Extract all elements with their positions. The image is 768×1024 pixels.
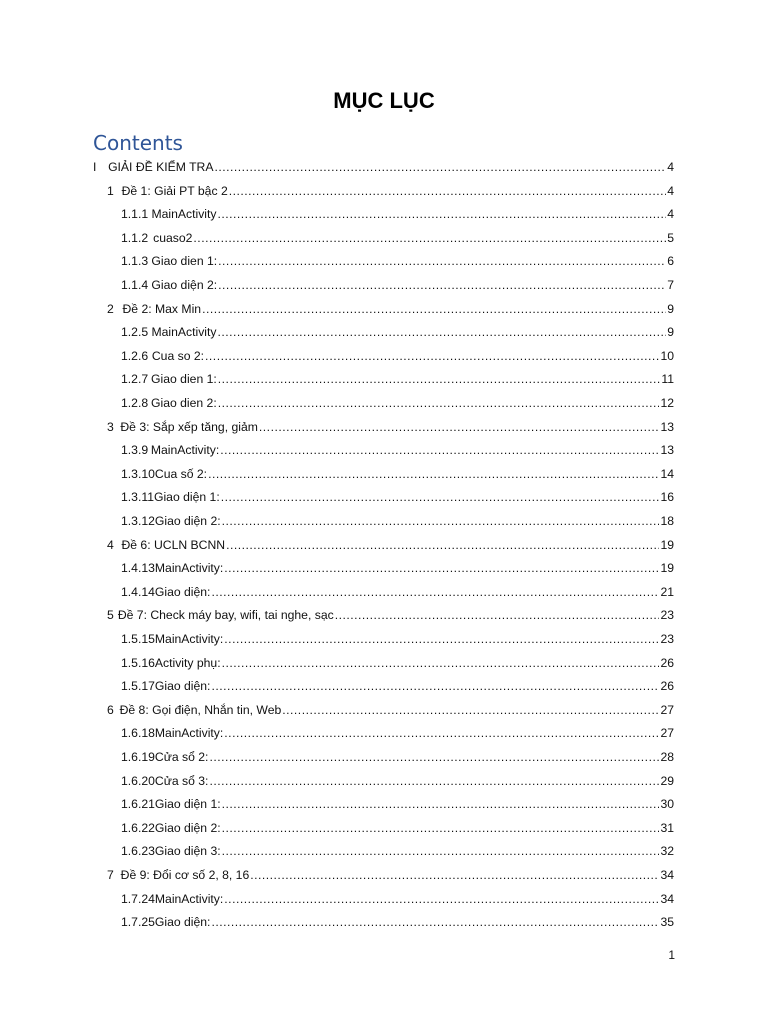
toc-entry-page: 11	[661, 372, 674, 387]
toc-dot-leader	[218, 392, 660, 414]
toc-entry-title: Đề 2: Max Min	[122, 301, 202, 316]
toc-entry[interactable]	[121, 463, 674, 485]
toc-dot-leader	[214, 156, 666, 178]
toc-dot-leader	[211, 581, 659, 603]
toc-entry-number: 1.7.24	[121, 891, 155, 906]
toc-entry[interactable]	[107, 416, 674, 438]
toc-entry-title: Giao diện 1:	[153, 490, 220, 505]
toc-entry-number: 4	[107, 537, 114, 552]
toc-entry-page: 35	[660, 915, 674, 930]
toc-entry-title: Cua số 2:	[154, 466, 208, 481]
toc-entry-number: 1.5.15	[121, 632, 155, 646]
toc-dot-leader	[202, 298, 666, 320]
toc-entry-title: Cửa sổ 2:	[154, 750, 209, 764]
toc-entry-title: cuaso2	[153, 230, 193, 245]
toc-entry[interactable]	[107, 699, 674, 721]
toc-entry-page: 13	[660, 419, 674, 434]
toc-entry-title: Giao diện 1:	[154, 797, 221, 812]
toc-entry-number: 5	[107, 608, 114, 623]
toc-entry-title: Giao diện:	[154, 679, 211, 694]
toc-entry[interactable]	[121, 439, 674, 461]
toc-entry[interactable]	[107, 180, 674, 202]
toc-entry-page: 32	[660, 844, 674, 859]
toc-entry-page: 18	[660, 514, 674, 528]
toc-entry[interactable]	[107, 298, 674, 320]
toc-dot-leader	[226, 534, 659, 556]
toc-entry[interactable]	[121, 486, 674, 508]
toc-entry[interactable]	[121, 581, 674, 603]
toc-entry[interactable]	[121, 722, 674, 744]
toc-entry-number: 1.2.6	[121, 348, 149, 363]
toc-entry-title: Giao dien 2:	[151, 396, 217, 410]
toc-entry[interactable]	[93, 156, 674, 178]
toc-entry[interactable]	[121, 817, 674, 839]
toc-entry[interactable]	[121, 227, 674, 249]
toc-entry-number: I	[93, 160, 97, 174]
toc-entry-number: 1.6.21	[121, 797, 155, 812]
toc-entry-number: 7	[107, 868, 114, 882]
toc-entry-page: 7	[667, 278, 674, 292]
toc-entry-number: 1.6.18	[121, 726, 155, 741]
toc-dot-leader	[220, 439, 659, 461]
toc-entry-page: 23	[660, 608, 674, 623]
toc-entry-title: Đề 9: Đổi cơ số 2, 8, 16	[120, 868, 250, 882]
toc-entry[interactable]	[121, 557, 674, 579]
toc-entry-title: Activity phụ:	[154, 655, 221, 670]
toc-entry-page: 34	[660, 868, 674, 882]
toc-entry-page: 27	[660, 702, 674, 717]
toc-entry-number: 1.7.25	[121, 915, 155, 930]
page-number: 1	[668, 948, 675, 962]
toc-dot-leader	[222, 840, 660, 862]
toc-dot-leader	[209, 770, 659, 792]
toc-entry-number: 1.5.17	[121, 679, 155, 694]
toc-dot-leader	[217, 203, 666, 225]
toc-entry-number: 1.2.8	[121, 396, 149, 410]
toc-dot-leader	[211, 675, 659, 697]
toc-entry-page: 26	[660, 679, 674, 694]
toc-entry-title: Cua so 2:	[151, 348, 205, 363]
toc-entry-page: 14	[660, 466, 674, 481]
toc-entry-page: 23	[660, 632, 674, 646]
toc-entry-number: 1.3.10	[121, 466, 155, 481]
toc-entry-title: MainActivity:	[150, 443, 220, 458]
toc-entry[interactable]	[121, 510, 674, 532]
toc-entry-title: MainActivity:	[154, 726, 224, 741]
toc-entry-page: 19	[660, 561, 674, 576]
toc-dot-leader	[250, 864, 659, 886]
toc-entry-title: GIẢI ĐỀ KIỂM TRA	[108, 160, 214, 174]
toc-dot-leader	[218, 250, 666, 272]
toc-entry[interactable]	[121, 628, 674, 650]
toc-entry-page: 4	[667, 160, 674, 174]
toc-entry-page: 31	[660, 820, 674, 835]
toc-entry-number: 1.3.9	[121, 443, 149, 458]
toc-entry-page: 27	[660, 726, 674, 741]
toc-dot-leader	[193, 227, 666, 249]
toc-entry-page: 10	[660, 348, 674, 363]
toc-entry[interactable]	[121, 345, 674, 367]
toc-entry-title: Giao diện 2:	[154, 820, 221, 835]
toc-entry[interactable]	[121, 321, 674, 343]
toc-entry-number: 2	[107, 301, 114, 316]
toc-entry-number: 1.5.16	[121, 655, 155, 670]
toc-entry[interactable]	[121, 746, 674, 768]
toc-entry[interactable]	[121, 675, 674, 697]
toc-entry[interactable]	[121, 888, 674, 910]
toc-entry-title: Đề 1: Giải PT bậc 2	[121, 183, 228, 198]
toc-dot-leader	[222, 817, 660, 839]
toc-entry-page: 4	[667, 183, 674, 198]
toc-entry-title: MainActivity:	[154, 891, 224, 906]
toc-dot-leader	[224, 722, 659, 744]
toc-entry-number: 1.6.23	[121, 844, 155, 859]
toc-entry-page: 29	[660, 773, 674, 788]
toc-entry[interactable]	[121, 250, 674, 272]
toc-entry[interactable]	[121, 368, 674, 390]
toc-dot-leader	[222, 793, 660, 815]
toc-entry[interactable]	[107, 534, 674, 556]
toc-entry-title: MainActivity	[151, 325, 217, 340]
toc-entry[interactable]	[121, 652, 674, 674]
toc-entry-page: 4	[667, 207, 674, 222]
toc-dot-leader	[218, 368, 661, 390]
toc-dot-leader	[218, 274, 666, 296]
toc-entry-number: 1.2.5	[121, 325, 149, 340]
toc-entry[interactable]	[107, 604, 674, 626]
toc-dot-leader	[222, 510, 660, 532]
toc-entry[interactable]	[121, 840, 674, 862]
toc-entry-title: Giao diện 2:	[154, 514, 221, 528]
toc-entry[interactable]	[121, 203, 674, 225]
toc-entry-number: 1.4.14	[121, 584, 155, 599]
contents-heading: Contents	[93, 131, 183, 155]
toc-dot-leader	[224, 888, 659, 910]
toc-dot-leader	[229, 180, 666, 202]
toc-entry-title: Cửa sổ 3:	[154, 773, 209, 788]
toc-entry-number: 1	[107, 183, 114, 198]
toc-dot-leader	[209, 746, 659, 768]
toc-entry-page: 13	[660, 443, 674, 458]
toc-entry-number: 1.6.19	[121, 750, 155, 764]
page-title: MỤC LỤC	[333, 88, 435, 113]
toc-entry-number: 1.6.22	[121, 820, 155, 835]
toc-entry-title: Giao diện:	[154, 915, 211, 930]
toc-dot-leader	[221, 486, 660, 508]
toc-entry-title: Giao diện 3:	[154, 844, 221, 859]
toc-dot-leader	[217, 321, 666, 343]
toc-entry-title: Giao diện 2:	[151, 278, 218, 292]
toc-dot-leader	[335, 604, 660, 626]
toc-dot-leader	[205, 345, 659, 367]
toc-entry-number: 1.1.1	[121, 207, 149, 222]
toc-entry-title: Giao diện:	[154, 584, 211, 599]
toc-entry-title: Giao dien 1:	[151, 372, 217, 387]
toc-entry-page: 5	[667, 230, 674, 245]
toc-dot-leader	[259, 416, 660, 438]
toc-entry-title: MainActivity:	[154, 561, 224, 576]
toc-entry-title: Đề 3: Sắp xếp tăng, giảm	[120, 419, 258, 434]
toc-dot-leader	[211, 911, 659, 933]
toc-dot-leader	[208, 463, 659, 485]
toc-entry[interactable]	[107, 864, 674, 886]
toc-dot-leader	[224, 557, 659, 579]
toc-entry-page: 16	[660, 490, 674, 505]
toc-entry[interactable]	[121, 793, 674, 815]
toc-entry-page: 19	[660, 537, 674, 552]
toc-entry-number: 6	[107, 702, 114, 717]
toc-entry[interactable]	[121, 911, 674, 933]
toc-entry[interactable]	[121, 770, 674, 792]
toc-entry-number: 1.3.12	[121, 514, 155, 528]
toc-entry-page: 6	[667, 254, 674, 269]
toc-entry-page: 30	[660, 797, 674, 812]
toc-entry-page: 9	[667, 325, 674, 340]
toc-entry-title: MainActivity:	[154, 632, 224, 646]
toc-entry-number: 3	[107, 419, 114, 434]
toc-entry-title: Đề 7: Check máy bay, wifi, tai nghe, sạc	[117, 608, 334, 623]
toc-entry[interactable]	[121, 392, 674, 414]
toc-entry-page: 12	[660, 396, 674, 410]
toc-entry-number: 1.1.2	[121, 230, 149, 245]
toc-entry-number: 1.4.13	[121, 561, 155, 576]
toc-entry-page: 21	[660, 584, 674, 599]
toc-entry-title: Đề 8: Gọi điện, Nhắn tin, Web	[119, 702, 282, 717]
toc-dot-leader	[222, 652, 660, 674]
toc-entry-title: MainActivity	[151, 207, 217, 222]
toc-entry-page: 9	[667, 301, 674, 316]
toc-entry[interactable]	[121, 274, 674, 296]
toc-entry-title: Đề 6: UCLN BCNN	[121, 537, 226, 552]
toc-entry-page: 34	[660, 891, 674, 906]
toc-entry-number: 1.1.3	[121, 254, 149, 269]
toc-entry-page: 28	[660, 750, 674, 764]
toc-entry-page: 26	[660, 655, 674, 670]
toc-entry-title: Giao dien 1:	[151, 254, 218, 269]
toc-entry-number: 1.3.11	[121, 490, 154, 505]
toc-entry-number: 1.2.7	[121, 372, 149, 387]
toc-dot-leader	[224, 628, 659, 650]
toc-entry-number: 1.6.20	[121, 773, 155, 788]
toc-dot-leader	[282, 699, 659, 721]
toc-entry-number: 1.1.4	[121, 278, 149, 292]
